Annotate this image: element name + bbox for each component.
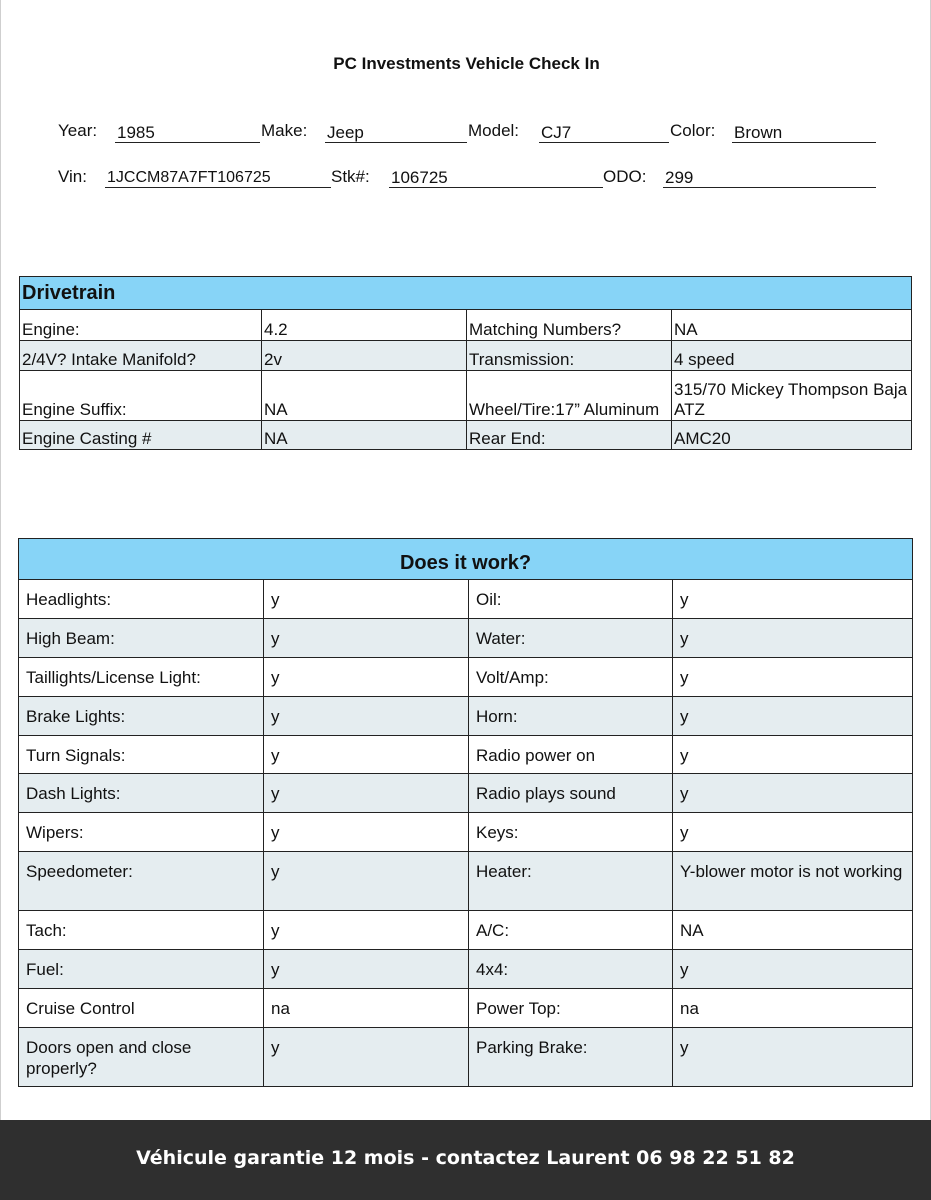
check-cell: Wipers: — [19, 813, 264, 852]
check-cell: Heater: — [469, 852, 673, 911]
color-label: Color: — [670, 121, 716, 140]
check-row — [19, 697, 913, 736]
check-row — [19, 989, 913, 1028]
check-cell: A/C: — [469, 911, 673, 950]
drivetrain-cell: 4.2 — [262, 310, 467, 341]
check-cell: Headlights: — [19, 580, 264, 619]
check-cell: Oil: — [469, 580, 673, 619]
check-cell: Power Top: — [469, 989, 673, 1028]
check-cell: na — [264, 989, 469, 1028]
drivetrain-cell: NA — [672, 310, 912, 341]
check-cell: y — [673, 697, 913, 736]
drivetrain-cell: Rear End: — [467, 421, 672, 450]
check-row — [19, 736, 913, 774]
does-it-work-table — [18, 538, 913, 1087]
drivetrain-cell: Transmission: — [467, 341, 672, 371]
color-value: Brown — [732, 122, 876, 143]
drivetrain-cell: 2v — [262, 341, 467, 371]
check-cell: Radio plays sound — [469, 774, 673, 813]
check-cell: y — [264, 619, 469, 658]
check-cell: y — [264, 813, 469, 852]
check-row — [19, 1028, 913, 1087]
check-cell: Speedometer: — [19, 852, 264, 911]
check-cell: Keys: — [469, 813, 673, 852]
check-cell: Radio power on — [469, 736, 673, 774]
drivetrain-cell: Engine Casting # — [20, 421, 262, 450]
footer-banner: Véhicule garantie 12 mois - contactez Laurent 06 98 22 51 82 — [0, 1120, 931, 1200]
drivetrain-cell: AMC20 — [672, 421, 912, 450]
check-cell: y — [264, 911, 469, 950]
check-cell: 4x4: — [469, 950, 673, 989]
does-it-work-header: Does it work? — [19, 539, 913, 580]
check-cell: y — [264, 658, 469, 697]
make-label: Make: — [261, 121, 308, 140]
check-cell: Cruise Control — [19, 989, 264, 1028]
vin-value: 1JCCM87A7FT106725 — [105, 167, 331, 188]
check-row — [19, 774, 913, 813]
check-cell: y — [264, 736, 469, 774]
check-cell: y — [264, 1028, 469, 1087]
year-value: 1985 — [115, 122, 260, 143]
drivetrain-cell: NA — [262, 371, 467, 421]
vin-label: Vin: — [58, 167, 87, 186]
year-label: Year: — [58, 121, 98, 140]
stk-label: Stk#: — [331, 167, 370, 186]
drivetrain-cell: Engine Suffix: — [20, 371, 262, 421]
check-row — [19, 852, 913, 911]
check-cell: y — [264, 774, 469, 813]
check-cell: Dash Lights: — [19, 774, 264, 813]
check-cell: y — [264, 580, 469, 619]
odo-value: 299 — [663, 167, 876, 188]
check-row — [19, 950, 913, 989]
odo-label: ODO: — [603, 167, 647, 186]
check-cell: y — [673, 736, 913, 774]
model-value: CJ7 — [539, 122, 669, 143]
check-cell: y — [673, 1028, 913, 1087]
drivetrain-header: Drivetrain — [20, 277, 912, 310]
check-cell: Turn Signals: — [19, 736, 264, 774]
check-cell: NA — [673, 911, 913, 950]
check-cell: Fuel: — [19, 950, 264, 989]
check-cell: y — [673, 580, 913, 619]
check-row — [19, 813, 913, 852]
check-row — [19, 658, 913, 697]
make-value: Jeep — [325, 122, 467, 143]
drivetrain-table — [19, 276, 912, 450]
check-cell: Tach: — [19, 911, 264, 950]
check-cell: y — [264, 950, 469, 989]
check-cell: y — [673, 813, 913, 852]
check-cell: y — [673, 774, 913, 813]
check-cell: High Beam: — [19, 619, 264, 658]
check-cell: Water: — [469, 619, 673, 658]
stk-value: 106725 — [389, 167, 603, 188]
check-row — [19, 911, 913, 950]
drivetrain-cell: 2/4V? Intake Manifold? — [20, 341, 262, 371]
check-cell: na — [673, 989, 913, 1028]
check-cell: y — [264, 697, 469, 736]
check-cell: y — [673, 950, 913, 989]
check-cell: y — [264, 852, 469, 911]
drivetrain-cell: Matching Numbers? — [467, 310, 672, 341]
drivetrain-cell: 315/70 Mickey Thompson Baja ATZ — [672, 371, 912, 421]
check-cell: Doors open and close properly? — [19, 1028, 264, 1087]
document-title: PC Investments Vehicle Check In — [333, 54, 600, 73]
check-row — [19, 619, 913, 658]
check-cell: Y-blower motor is not working — [673, 852, 913, 911]
drivetrain-cell: Wheel/Tire:17” Aluminum — [467, 371, 672, 421]
check-cell: y — [673, 619, 913, 658]
drivetrain-cell: 4 speed — [672, 341, 912, 371]
check-cell: Volt/Amp: — [469, 658, 673, 697]
drivetrain-cell: NA — [262, 421, 467, 450]
model-label: Model: — [468, 121, 520, 140]
check-cell: Parking Brake: — [469, 1028, 673, 1087]
drivetrain-cell: Engine: — [20, 310, 262, 341]
check-row — [19, 580, 913, 619]
check-cell: Brake Lights: — [19, 697, 264, 736]
check-cell: Horn: — [469, 697, 673, 736]
check-cell: y — [673, 658, 913, 697]
check-cell: Taillights/License Light: — [19, 658, 264, 697]
